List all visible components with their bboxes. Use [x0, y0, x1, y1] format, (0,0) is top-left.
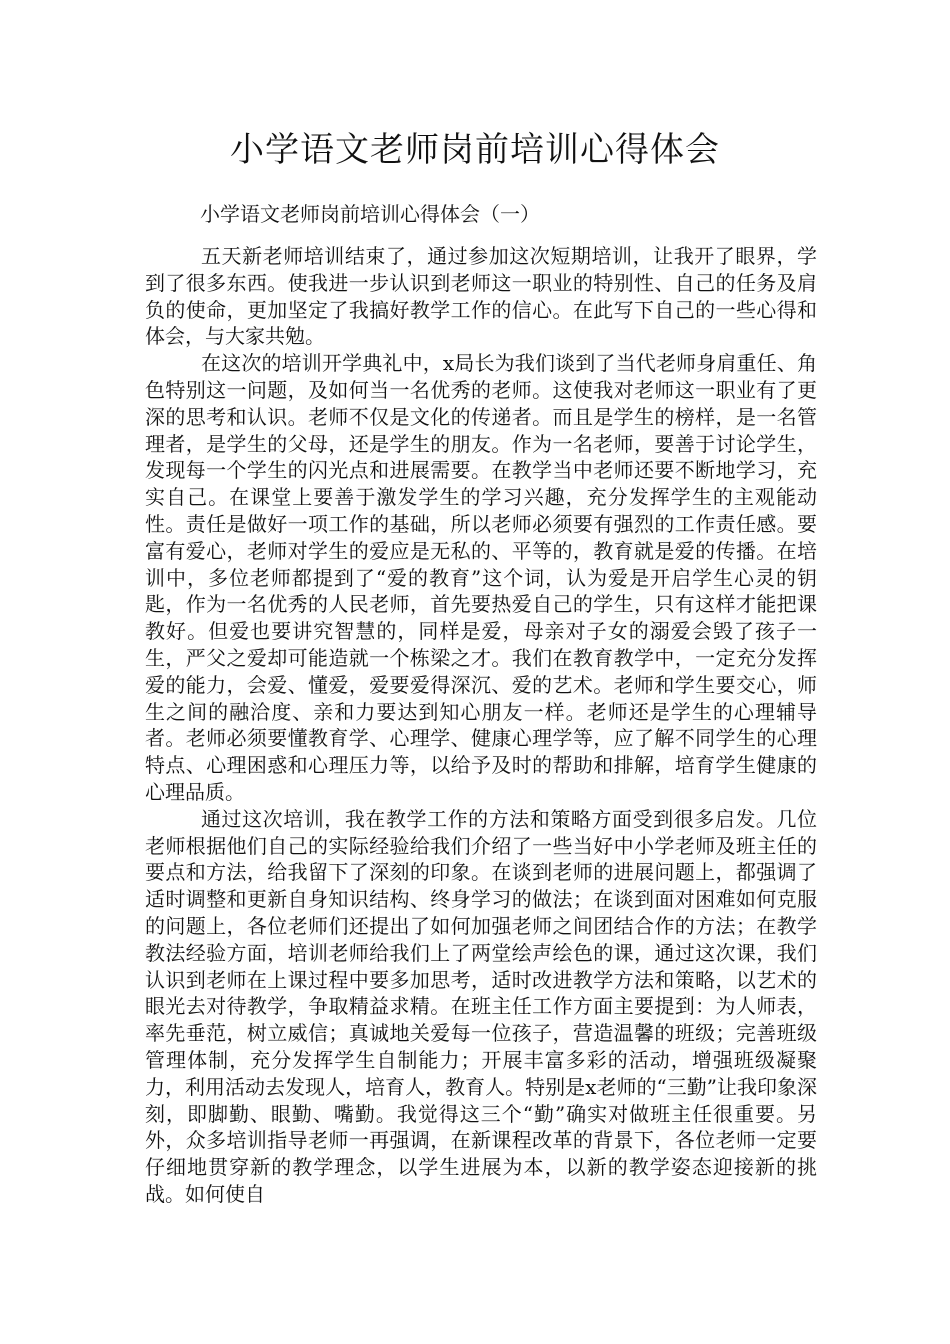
paragraph-1: 五天新老师培训结束了，通过参加这次短期培训，让我开了眼界，学到了很多东西。使我进一步认识到老师这一职业的特别性、自己的任务及肩负的使命，更加坚定了我搞好教学工作的信心。在此写下自己的一些心得和体会，与大家共勉。: [145, 244, 817, 349]
paragraph-3: 通过这次培训，我在教学工作的方法和策略方面受到很多启发。几位老师根据他们自己的实际经验给我们介绍了一些当好中小学老师及班主任的要点和方法，给我留下了深刻的印象。在谈到老师的进展问题上，都强调了适时调整和更新自身知识结构、终身学习的做法；在谈到面对困难如何克服的问题上，各位老师们还提出了如何加强老师之间团结合作的方法；在教学教法经验方面，培训老师给我们上了两堂绘声绘色的课，通过这次课，我们认识到老师在上课过程中要多加思考，适时改进教学方法和策略，以艺术的眼光去对待教学，争取精益求精。在班主任工作方面主要提到：为人师表，率先垂范，树立威信；真诚地关爱每一位孩子，营造温馨的班级；完善班级管理体制，充分发挥学生自制能力；开展丰富多彩的活动，增强班级凝聚力，利用活动去发现人，培育人，教育人。特别是x老师的“三勤”让我印象深刻，即脚勤、眼勤、嘴勤。我觉得这三个“勤”确实对做班主任很重要。另外，众多培训指导老师一再强调，在新课程改革的背景下，各位老师一定要仔细地贯穿新的教学理念，以学生进展为本，以新的教学姿态迎接新的挑战。如何使自: [145, 806, 817, 1206]
document-body: [145, 243, 817, 1208]
document-subtitle: 小学语文老师岗前培训心得体会（一）: [200, 202, 540, 226]
document-title: 小学语文老师岗前培训心得体会: [230, 130, 720, 170]
paragraph-2: 在这次的培训开学典礼中，x局长为我们谈到了当代老师身肩重任、角色特别这一问题，及如何当一名优秀的老师。这使我对老师这一职业有了更深的思考和认识。老师不仅是文化的传递者。而且是学生的榜样，是一名管理者，是学生的父母，还是学生的朋友。作为一名老师，要善于讨论学生，发现每一个学生的闪光点和进展需要。在教学当中老师还要不断地学习，充实自己。在课堂上要善于激发学生的学习兴趣，充分发挥学生的主观能动性。责任是做好一项工作的基础，所以老师必须要有强烈的工作责任感。要富有爱心，老师对学生的爱应是无私的、平等的，教育就是爱的传播。在培训中，多位老师都提到了“爱的教育”这个词，认为爱是开启学生心灵的钥匙，作为一名优秀的人民老师，首先要热爱自己的学生，只有这样才能把课教好。但爱也要讲究智慧的，同样是爱，母亲对子女的溺爱会毁了孩子一生，严父之爱却可能造就一个栋梁之才。我们在教育教学中，一定充分发挥爱的能力，会爱、懂爱，爱要爱得深沉、爱的艺术。老师和学生要交心，师生之间的融洽度、亲和力要达到知心朋友一样。老师还是学生的心理辅导者。老师必须要懂教育学、心理学、健康心理学等，应了解不同学生的心理特点、心理困惑和心理压力等，以给予及时的帮助和排解，培育学生健康的心理品质。: [145, 351, 817, 804]
